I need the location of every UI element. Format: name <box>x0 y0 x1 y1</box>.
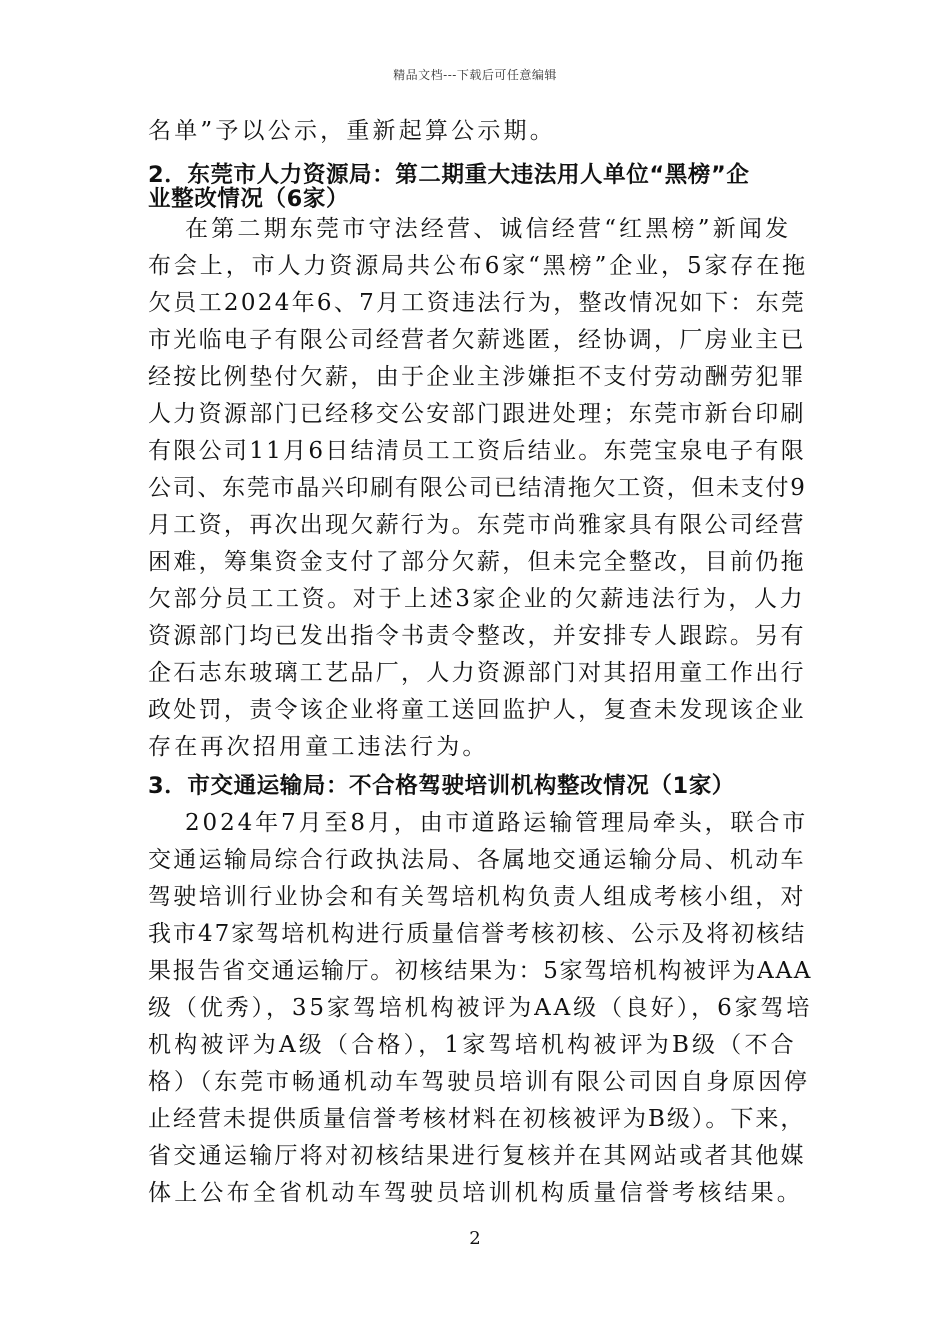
paragraph-line: 交通运输局综合行政执法局、各属地交通运输分局、机动车 <box>148 847 806 873</box>
page-number: 2 <box>469 1228 481 1249</box>
paragraph-line: 欠部分员工工资。对于上述3家企业的欠薪违法行为，人力 <box>148 586 806 612</box>
paragraph-line: 困难，筹集资金支付了部分欠薪，但未完全整改，目前仍拖 <box>148 549 806 575</box>
paragraph-line: 人力资源部门已经移交公安部门跟进处理；东莞市新台印刷 <box>148 401 806 427</box>
paragraph-line: 止经营未提供质量信誉考核材料在初核被评为B级）。下来， <box>148 1106 806 1132</box>
header-note: 精品文档---下载后可任意编辑 <box>393 68 557 82</box>
paragraph-line: 布会上，市人力资源局共公布6家“黑榜”企业，5家存在拖 <box>148 253 809 279</box>
paragraph-line: 在第二期东莞市守法经营、诚信经营“红黑榜”新闻发 <box>185 216 792 242</box>
paragraph-line: 经按比例垫付欠薪，由于企业主涉嫌拒不支付劳动酬劳犯罪 <box>148 364 806 390</box>
paragraph-line: 果报告省交通运输厅。初核结果为：5家驾培机构被评为AAA <box>148 958 813 984</box>
paragraph-line: 企石志东玻璃工艺品厂，人力资源部门对其招用童工作出行 <box>148 660 806 686</box>
paragraph-line: 资源部门均已发出指令书责令整改，并安排专人跟踪。另有 <box>148 623 806 649</box>
section-heading-3: 3．市交通运输局：不合格驾驶培训机构整改情况（1家） <box>148 773 735 799</box>
paragraph-line: 级（优秀），35家驾培机构被评为AA级（良好），6家驾培 <box>148 995 813 1021</box>
paragraph-line: 我市47家驾培机构进行质量信誉考核初核、公示及将初核结 <box>148 921 807 947</box>
paragraph-line: 公司、东莞市晶兴印刷有限公司已结清拖欠工资，但未支付9 <box>148 475 807 501</box>
paragraph-line: 体上公布全省机动车驾驶员培训机构质量信誉考核结果。 <box>148 1180 803 1206</box>
section-heading-2-continued: 业整改情况（6家） <box>148 186 350 212</box>
paragraph-line: 格）（东莞市畅通机动车驾驶员培训有限公司因自身原因停 <box>148 1069 810 1095</box>
paragraph-line: 欠员工2024年6、7月工资违法行为，整改情况如下：东莞 <box>148 290 807 316</box>
paragraph-line: 月工资，再次出现欠薪行为。东莞市尚雅家具有限公司经营 <box>148 512 806 538</box>
section-heading-2: 2．东莞市人力资源局：第二期重大违法用人单位“黑榜”企 <box>148 162 750 188</box>
paragraph-line: 市光临电子有限公司经营者欠薪逃匿，经协调，厂房业主已 <box>148 327 806 353</box>
paragraph-line: 省交通运输厅将对初核结果进行复核并在其网站或者其他媒 <box>148 1143 806 1169</box>
paragraph-line: 有限公司11月6日结清员工工资后结业。东莞宝泉电子有限 <box>148 438 806 464</box>
paragraph-line: 2024年7月至8月，由市道路运输管理局牵头，联合市 <box>185 810 809 836</box>
paragraph-line: 驾驶培训行业协会和有关驾培机构负责人组成考核小组，对 <box>148 884 806 910</box>
paragraph-line: 政处罚，责令该企业将童工送回监护人，复查未发现该企业 <box>148 697 806 723</box>
paragraph-line: 名单”予以公示，重新起算公示期。 <box>148 118 556 144</box>
paragraph-line: 存在再次招用童工违法行为。 <box>148 734 489 760</box>
paragraph-line: 机构被评为A级（合格），1家驾培机构被评为B级（不合 <box>148 1032 797 1058</box>
